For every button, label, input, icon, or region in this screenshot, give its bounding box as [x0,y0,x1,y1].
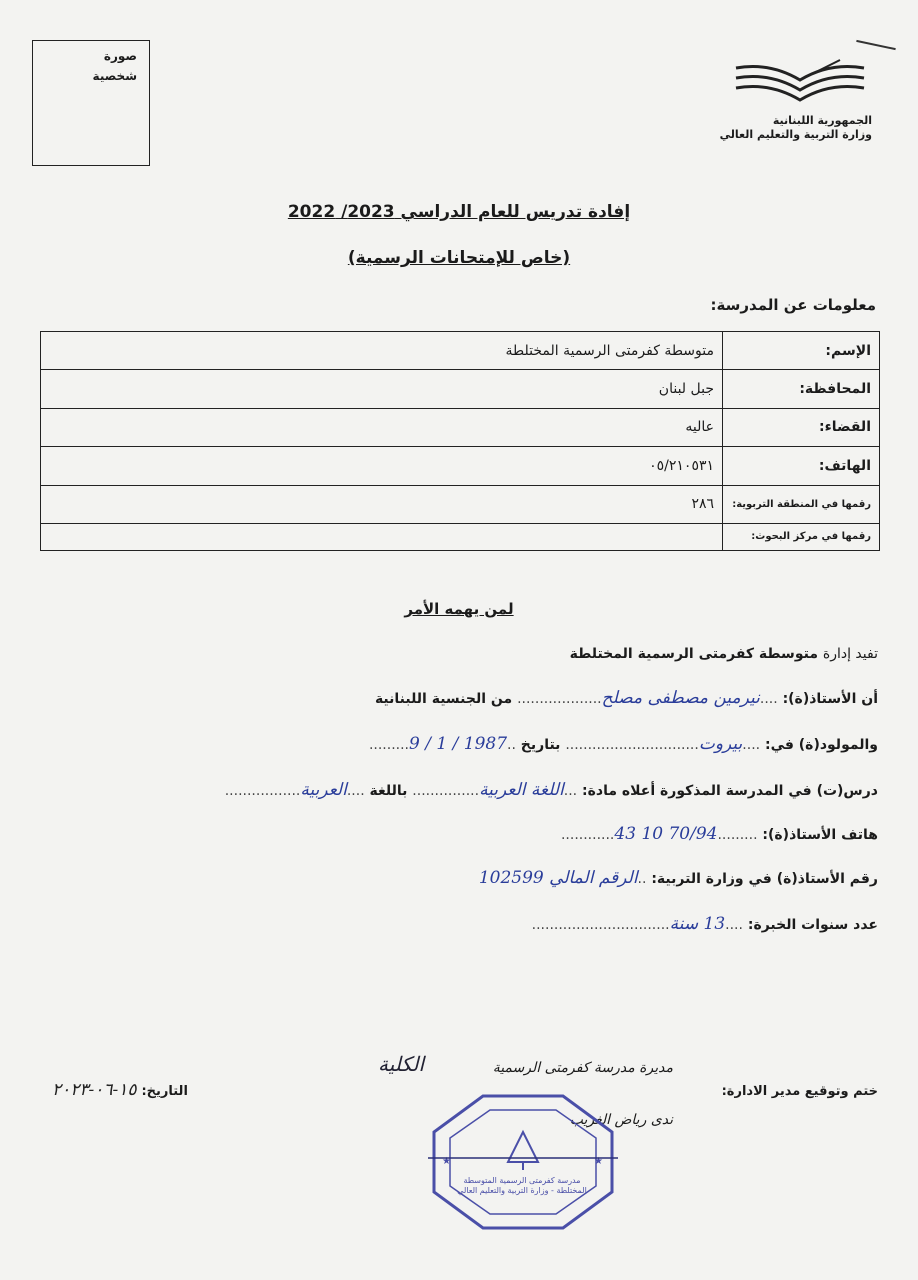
language: العربية [300,780,347,800]
row-label: رقمها في المنطقة التربوية: [723,485,880,523]
official-school-stamp [428,1092,618,1232]
row-value: جبل لبنان [41,370,723,408]
row-value: متوسطة كفرمتى الرسمية المختلطة [41,332,723,370]
row-label: الهاتف: [723,447,880,485]
experience-line: عدد سنوات الخبرة: ....13 سنة............................... [531,914,878,934]
born-place: بيروت [698,734,743,754]
photo-box-line2: شخصية [92,69,137,83]
row-value: عاليه [41,408,723,446]
row-label: الإسم: [723,332,880,370]
date-label: بتاريخ [520,737,561,753]
footer-date-label: التاريخ: [141,1084,188,1099]
born-date: 1987 / 1 / 9 [409,734,508,754]
phone-line: هاتف الأستاذ(ة): .........70/94 10 43............ [560,824,878,844]
table-row [41,370,880,408]
table-row [41,523,880,550]
phone-label: هاتف الأستاذ(ة): [762,827,878,843]
ministry-name: وزارة التربية والتعليم العالي [719,128,872,141]
signature-label: ختم وتوقيع مدير الادارة: [721,1084,878,1099]
stamp-text: مدرسة كفرمتى الرسمية المتوسطة المختلطة - وزارة التربية والتعليم العالي [457,1176,587,1195]
photo-box-line1: صورة [103,49,137,63]
teacher-name: نيرمين مصطفى مصلح [601,688,760,708]
row-label: رقمها في مركز البحوث: [723,523,880,550]
language-label: باللغة [369,783,408,799]
teacher-line: أن الأستاذ(ة): ....نيرمين مصطفى مصلح................... من الجنسية اللبنانية [374,688,878,708]
svg-text:★: ★ [594,1156,603,1167]
row-value: ٢٨٦ [41,485,723,523]
row-label: القضاء: [723,408,880,446]
subject-line: درس(ت) في المدرسة المذكورة أعلاه مادة: ...اللغة العربية............... باللغة ....العربية................. [224,780,878,800]
director-title: مديرة مدرسة كفرمتى الرسمية [492,1060,673,1076]
ministry-no-label: رقم الأستاذ(ة) في وزارة التربية: [651,871,878,887]
table-row [41,408,880,446]
ministry-number-line: رقم الأستاذ(ة) في وزارة التربية: ..الرقم المالي 102599 [478,868,878,888]
ministry-no: الرقم المالي 102599 [478,868,638,888]
date-line [52,1080,188,1100]
table-row [41,332,880,370]
taught-label: درس(ت) في المدرسة المذكورة أعلاه مادة: [582,783,878,799]
born-line: والمولود(ة) في: ....بيروت.............................. بتاريخ ..1987 / 1 / 9......... [368,734,878,754]
subject: اللغة العربية [479,780,564,800]
row-value [41,523,723,550]
row-label: المحافظة: [723,370,880,408]
teacher-label: أن الأستاذ(ة): [782,691,878,707]
footer-date-value: ١٥-٠٦-٢٠٢٣ [52,1080,137,1100]
document-title: إفادة تدريس للعام الدراسي 2023/ 2022 [287,202,631,222]
to-whom-heading: لمن يهمه الأمر [404,600,514,618]
nationality: من الجنسية اللبنانية [374,691,513,707]
experience: 13 سنة [669,914,726,934]
photo-box [32,40,150,166]
table-row [41,447,880,485]
born-label: والمولود(ة) في: [764,737,878,753]
school-info-table [40,331,880,551]
director-signature: الكلية [378,1052,425,1076]
table-row [41,485,880,523]
director-name: ندى رياض الغريب [569,1112,673,1128]
experience-label: عدد سنوات الخبرة: [747,917,878,933]
teacher-phone: 70/94 10 43 [614,824,718,844]
intro-school: متوسطة كفرمتى الرسمية المختلطة [569,646,818,662]
school-info-heading: معلومات عن المدرسة: [710,296,876,314]
row-value: ٠٥/٢١٠٥٣١ [41,447,723,485]
pen-stroke-mark [856,40,896,50]
svg-text:★: ★ [442,1156,451,1167]
ministry-book-logo-icon [730,58,870,110]
document-subtitle: (خاص للإمتحانات الرسمية) [347,248,571,268]
republic-name: الجمهورية اللبنانية [772,114,872,127]
intro-line [570,646,878,662]
intro-prefix: تفيد إدارة [822,646,878,662]
